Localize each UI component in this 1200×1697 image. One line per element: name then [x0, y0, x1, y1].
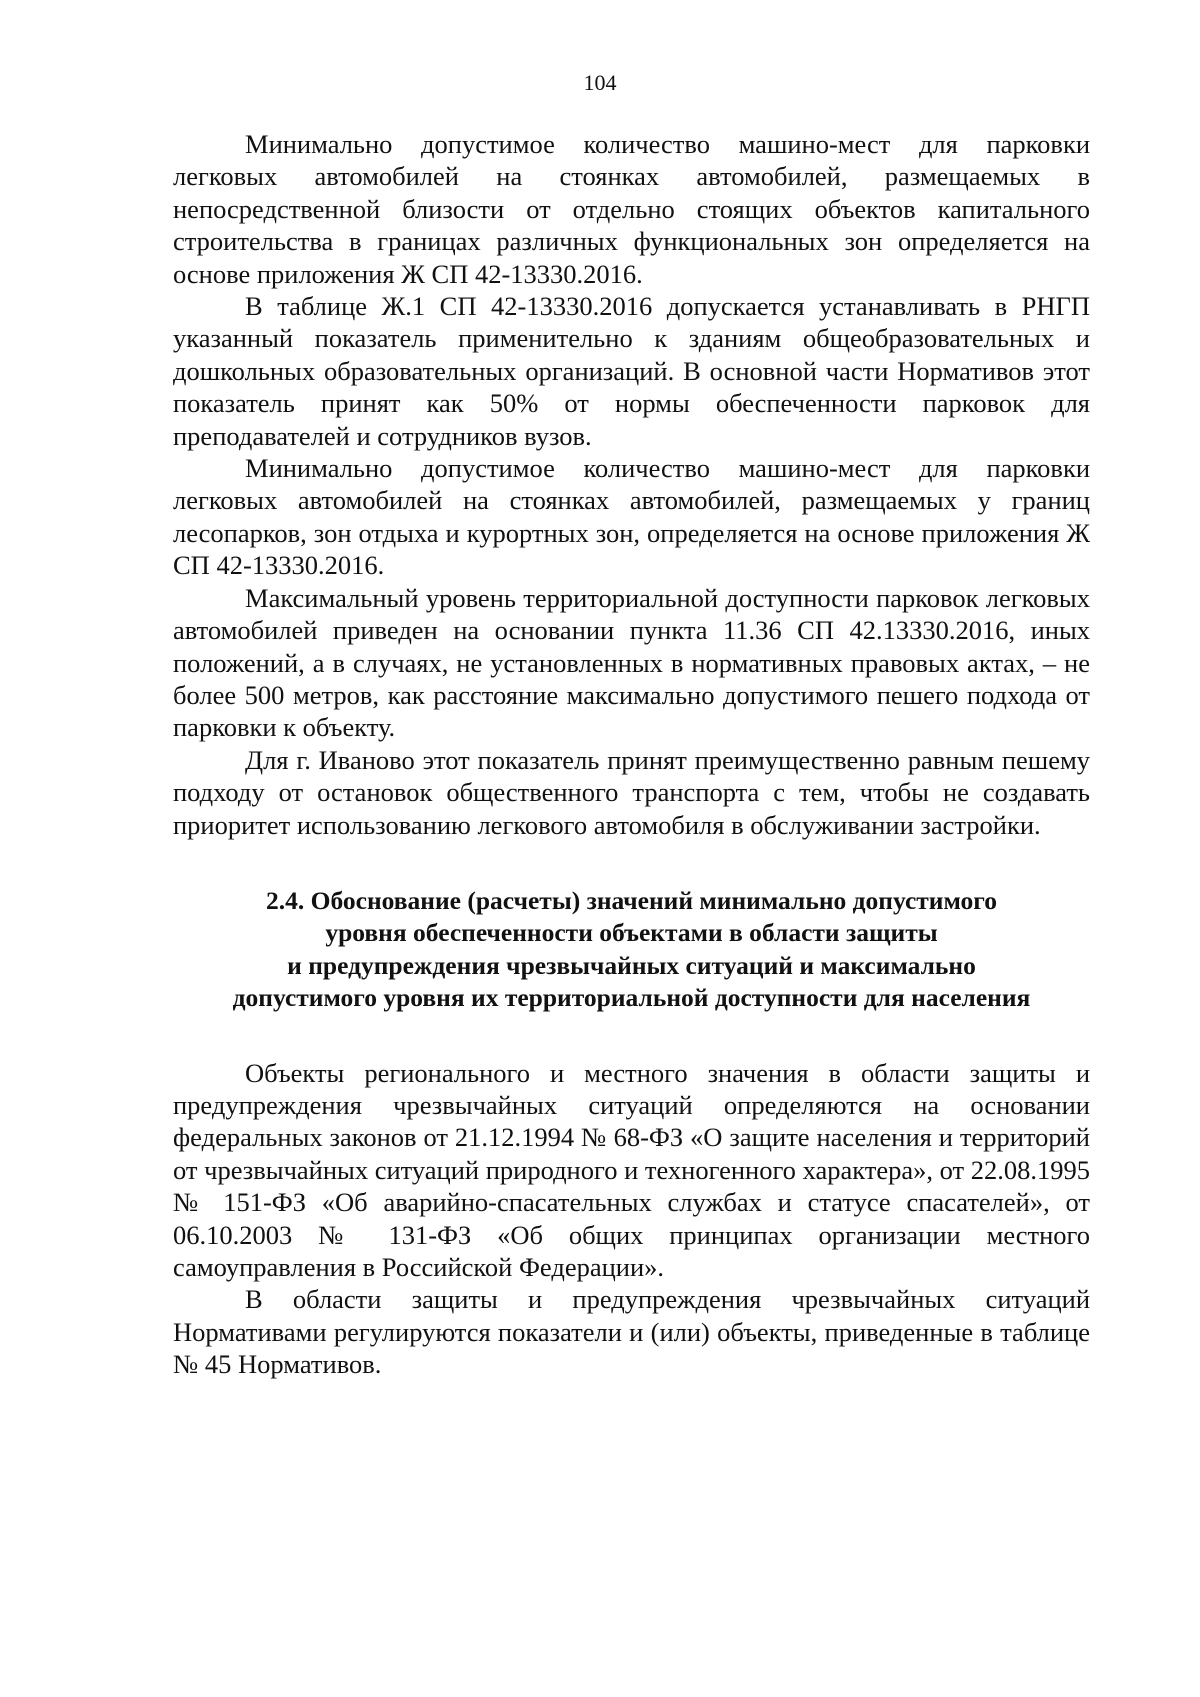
paragraph-ivanovo: Для г. Иваново этот показатель принят преимущественно равным пешему подходу от остановок общественного транспорта с тем, чтобы не создавать приоритет использованию легкового автомобиля в обслуживании застройки. [173, 744, 1090, 840]
section-heading-line: и предупреждения чрезвычайных ситуаций и максимально [287, 950, 976, 980]
paragraph-parking-minimum: Минимально допустимое количество машино-мест для парковки легковых автомобилей на стоянках автомобилей, размещаемых в непосредственной близости от отдельно стоящих объектов капитального строительства в границах различных функциональных зон определяется на основе приложения Ж СП 42-13330.2016. [173, 129, 1090, 289]
section-heading-line: допустимого уровня их территориальной доступности для населения [232, 983, 1031, 1013]
paragraph-emergency-objects: Объекты регионального и местного значения в области защиты и предупреждения чрезвычайных ситуаций определяются на основании федеральных законов от 21.12.1994 № 68-ФЗ «О защите населения и территорий от чрезвычайных ситуаций природного и техногенного характера», от 22.08.1995 № 151-ФЗ «Об аварийно-спасательных службах и статусе спасателей», от 06.10.2003 № 131-ФЗ «Об общих принципах организации местного самоуправления в Российской Федерации». [173, 1057, 1090, 1282]
paragraph-regulated-indicators: В области защиты и предупреждения чрезвычайных ситуаций Нормативами регулируются показатели и (или) объекты, приведенные в таблице № 45 Нормативов. [173, 1284, 1090, 1380]
section-heading-line: 2.4. Обоснование (расчеты) значений минимально допустимого [266, 885, 997, 915]
section-heading-2-4 [173, 885, 1090, 1015]
paragraph-accessibility-level: Максимальный уровень территориальной доступности парковок легковых автомобилей приведен на основании пункта 11.36 СП 42.13330.2016, иных положений, а в случаях, не установленных в нормативных правовых актах, – не более 500 метров, как расстояние максимально допустимого пешего подхода от парковки к объекту. [173, 582, 1090, 743]
page-number: 104 [583, 70, 617, 95]
paragraph-table-zh1: В таблице Ж.1 СП 42-13330.2016 допускается устанавливать в РНГП указанный показатель применительно к зданиям общеобразовательных и дошкольных образовательных организаций. В основной части Нормативов этот показатель принят как 50% от нормы обеспеченности парковок для преподавателей и сотрудников вузов. [173, 291, 1090, 451]
paragraph-forest-parks: Минимально допустимое количество машино-мест для парковки легковых автомобилей на стоянках автомобилей, размещаемых у границ лесопарков, зон отдыха и курортных зон, определяется на основе приложения Ж СП 42-13330.2016. [173, 453, 1090, 581]
document-body [173, 128, 1090, 1381]
section-heading-line: уровня обеспеченности объектами в области защиты [325, 918, 938, 948]
